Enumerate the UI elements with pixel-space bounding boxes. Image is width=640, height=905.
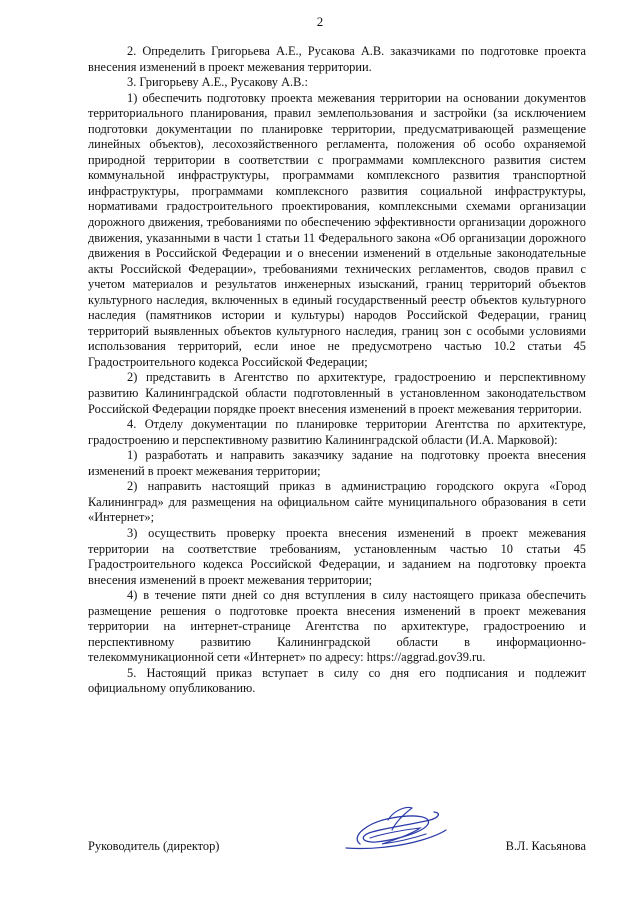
paragraph-4-1: 1) разработать и направить заказчику задание на подготовку проекта внесения изменений в проект межевания территории; bbox=[88, 448, 586, 478]
page-number: 2 bbox=[316, 14, 324, 29]
signer-name: В.Л. Касьянова bbox=[505, 839, 586, 853]
paragraph-4: 4. Отделу документации по планировке территории Агентства по архитектуре, градостроению и перспективному развитию Калининградской области (И.А. Марковой): bbox=[88, 417, 586, 447]
paragraph-4-3: 3) осуществить проверку проекта внесения изменений в проект межевания территории на соответствие требованиям, установленным частью 10 статьи 45 Градостроительного кодекса Российской Федерации, и заданием на подготовку проекта внесения изменений в проект межевания территории; bbox=[88, 525, 586, 587]
paragraph-3: 3. Григорьеву А.Е., Русакову А.В.: bbox=[127, 75, 308, 90]
paragraph-2: 2. Определить Григорьева А.Е., Русакова А.В. заказчиками по подготовке проекта внесения изменений в проект межевания территории. bbox=[88, 44, 586, 74]
paragraph-4-2: 2) направить настоящий приказ в администрацию городского округа «Город Калининград» для размещения на официальном сайте муниципального образования в сети «Интернет»; bbox=[88, 479, 586, 525]
paragraph-3-1: 1) обеспечить подготовку проекта межевания территории на основании документов территориального планирования, правил землепользования и застройки (за исключением подготовки документации по планировке территории, предусматривающей размещение линейных объектов), лесохозяйственного регламента, положения об особо охраняемой природной территории в соответствии с программами комплексного развития систем коммунальной инфраструктуры, программами комплексного развития транспортной инфраструктуры, программами комплексного развития социальной инфраструктуры, нормативами градостроительного проектирования, комплексными схемами организации дорожного движения, требованиями по обеспечению эффективности организации дорожного движения, указанными в части 1 статьи 11 Федерального закона «Об организации дорожного движения в Российской Федерации и о внесении изменений в отдельные законодательные акты Российской Федерации», требованиями технических регламентов, сводов правил с учетом материалов и результатов инженерных изысканий, границ территорий объектов культурного наследия, включенных в единый государственный реестр объектов культурного наследия (памятников истории и культуры) народов Российской Федерации, границ территорий выявленных объектов культурного наследия, границ зон с особыми условиями использования территорий, если иное не предусмотрено частью 10.2 статьи 45 Градостроительного кодекса Российской Федерации; bbox=[88, 90, 586, 369]
paragraph-5: 5. Настоящий приказ вступает в силу со дня его подписания и подлежит официальному опубликованию. bbox=[88, 665, 586, 696]
handwritten-signature bbox=[342, 800, 452, 860]
paragraph-4-4: 4) в течение пяти дней со дня вступления в силу настоящего приказа обеспечить размещение решения о подготовке проекта внесения изменений в проект межевания территории на интернет-странице Агентства по архитектуре, градостроению и перспективному развитию Калининградской области в информационно-телекоммуникационной сети «Интернет» по адресу: https://aggrad.gov39.ru. bbox=[88, 588, 586, 665]
paragraph-3-2: 2) представить в Агентство по архитектуре, градостроению и перспективному развитию Калининградской области подготовленный в установленном законодательством Российской Федерации порядке проект внесения изменений в проект межевания территории. bbox=[88, 370, 586, 416]
signer-title: Руководитель (директор) bbox=[88, 839, 220, 853]
document-body bbox=[88, 44, 586, 697]
